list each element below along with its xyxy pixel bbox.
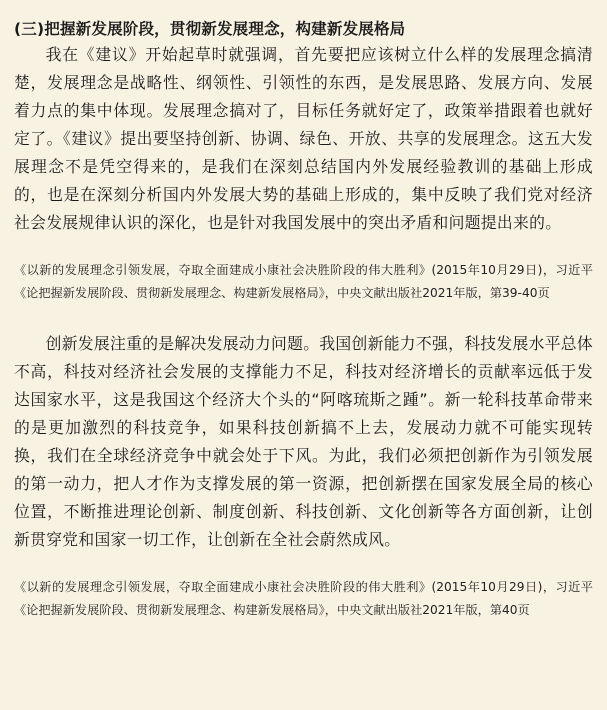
excerpt-1-source: 《以新的发展理念引领发展，夺取全面建成小康社会决胜阶段的伟大胜利》(2015年10月29日)，习近平《论把握新发展阶段、贯彻新发展理念、构建新发展格局》，中央文献出版社2021年版，第39-40页 (14, 263, 593, 300)
excerpt-2-source: 《以新的发展理念引领发展，夺取全面建成小康社会决胜阶段的伟大胜利》(2015年10月29日)，习近平《论把握新发展阶段、贯彻新发展理念、构建新发展格局》，中央文献出版社2021年版，第40页 (14, 580, 593, 617)
excerpt-2-body: 创新发展注重的是解决发展动力问题。我国创新能力不强，科技发展水平总体不高，科技对经济社会发展的支撑能力不足，科技对经济增长的贡献率远低于发达国家水平，这是我国这个经济大个头的“阿喀琉斯之踵”。新一轮科技革命带来的是更加激烈的科技竞争，如果科技创新搞不上去，发展动力就不可能实现转换，我们在全球经济竞争中就会处于下风。为此，我们必须把创新作为引领发展的第一动力，把人才作为支撑发展的第一资源，把创新摆在国家发展全局的核心位置，不断推进理论创新、制度创新、科技创新、文化创新等各方面创新，让创新贯穿党和国家一切工作，让创新在全社会蔚然成风。 (14, 334, 593, 549)
section-heading: (三)把握新发展阶段，贯彻新发展理念，构建新发展格局 (14, 20, 406, 38)
excerpt-1-body: 我在《建议》开始起草时就强调，首先要把应该树立什么样的发展理念搞清楚，发展理念是战略性、纲领性、引领性的东西，是发展思路、发展方向、发展着力点的集中体现。发展理念搞对了，目标任务就好定了，政策举措跟着也就好定了。《建议》提出要坚持创新、协调、绿色、开放、共享的发展理念。这五大发展理念不是凭空得来的，是我们在深刻总结国内外发展经验教训的基础上形成的，也是在深刻分析国内外发展大势的基础上形成的，集中反映了我们党对经济社会发展规律认识的深化，也是针对我国发展中的突出矛盾和问题提出来的。 (14, 45, 593, 232)
